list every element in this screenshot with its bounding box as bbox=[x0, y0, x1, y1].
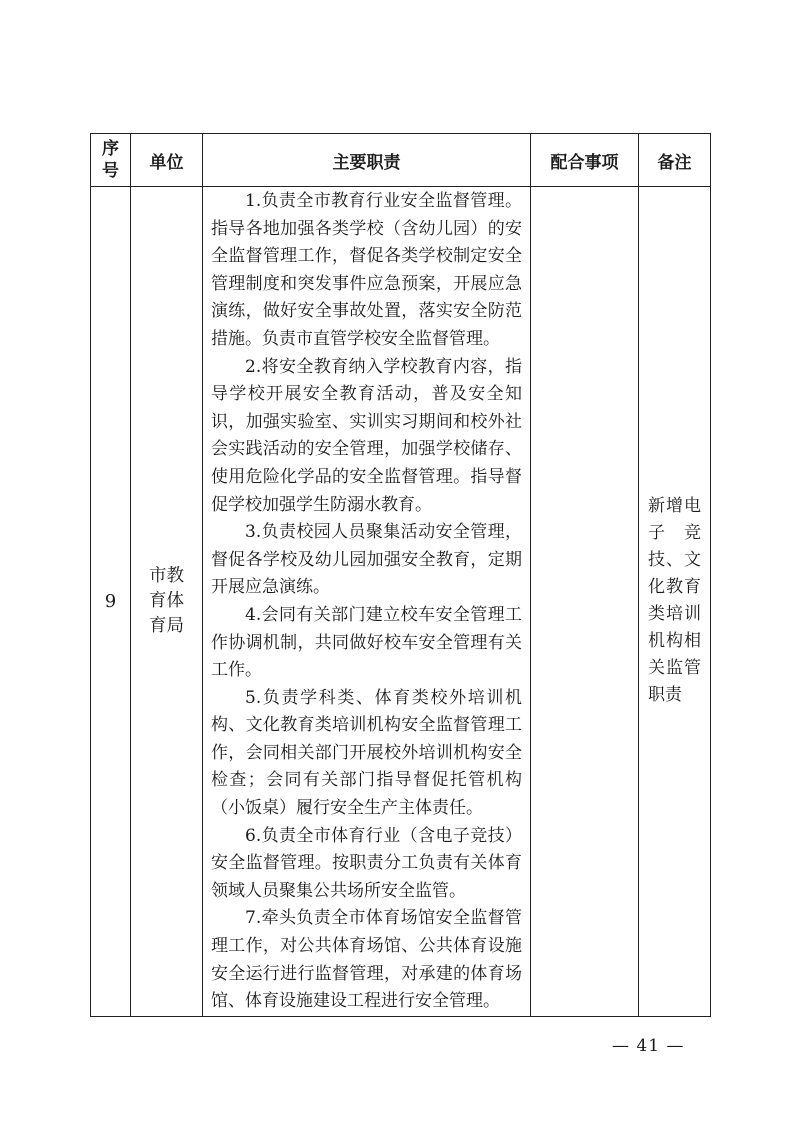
row-remarks bbox=[639, 187, 711, 1017]
page-number: — 41 — bbox=[612, 1036, 685, 1056]
duty-item-2: 2.将安全教育纳入学校教育内容，指导学校开展安全教育活动，普及安全知识，加强实验室、实训实习期间和校外社会实践活动的安全管理，加强学校储存、使用危险化学品的安全监督管理。指导督促学校加强学生防溺水教育。 bbox=[211, 356, 522, 515]
row-unit bbox=[131, 187, 203, 1017]
table-row bbox=[91, 187, 711, 1017]
header-duties: 主要职责 bbox=[203, 134, 531, 187]
duty-item-4: 4.会同有关部门建立校车安全管理工作协调机制，共同做好校车安全管理有关工作。 bbox=[211, 604, 522, 681]
row-coordination bbox=[531, 187, 639, 1017]
duty-item-5: 5.负责学科类、体育类校外培训机构、文化教育类培训机构安全监督管理工作，会同相关部门开展校外培训机构安全检查；会同有关部门指导督促托管机构（小饭桌）履行安全生产主体责任。 bbox=[211, 687, 522, 819]
header-seq-line2: 号 bbox=[102, 161, 119, 181]
duty-item-6: 6.负责全市体育行业（含电子竞技）安全监督管理。按职责分工负责有关体育领域人员聚集公共场所安全监管。 bbox=[211, 825, 522, 901]
header-remarks: 备注 bbox=[639, 134, 711, 187]
unit-line: 育体 bbox=[149, 590, 184, 611]
header-seq bbox=[91, 134, 131, 187]
table-header-row bbox=[91, 134, 711, 187]
duty-item-3: 3.负责校园人员聚集活动安全管理，督促各学校及幼儿园加强安全教育，定期开展应急演练。 bbox=[211, 522, 522, 598]
row-duties bbox=[203, 187, 531, 1017]
row-number: 9 bbox=[91, 187, 131, 1017]
header-seq-line1: 序 bbox=[102, 139, 119, 159]
header-unit: 单位 bbox=[131, 134, 203, 187]
duties-table bbox=[90, 133, 711, 1017]
duty-item-1: 1.负责全市教育行业安全监督管理。指导各地加强各类学校（含幼儿园）的安全监督管理工作，督促各类学校制定安全管理制度和突发事件应急预案，开展应急演练，做好安全事故处置，落实安全防范措施。负责市直管学校安全监督管理。 bbox=[211, 191, 522, 349]
unit-line: 育局 bbox=[149, 615, 184, 636]
remarks-text: 新增电子竞技、文化教育类培训机构相关监管职责 bbox=[648, 496, 701, 706]
unit-line: 市教 bbox=[149, 565, 184, 586]
duty-item-7: 7.牵头负责全市体育场馆安全监督管理工作，对公共体育场馆、公共体育设施安全运行进行监督管理，对承建的体育场馆、体育设施建设工程进行安全管理。 bbox=[211, 908, 522, 1012]
header-coordination: 配合事项 bbox=[531, 134, 639, 187]
